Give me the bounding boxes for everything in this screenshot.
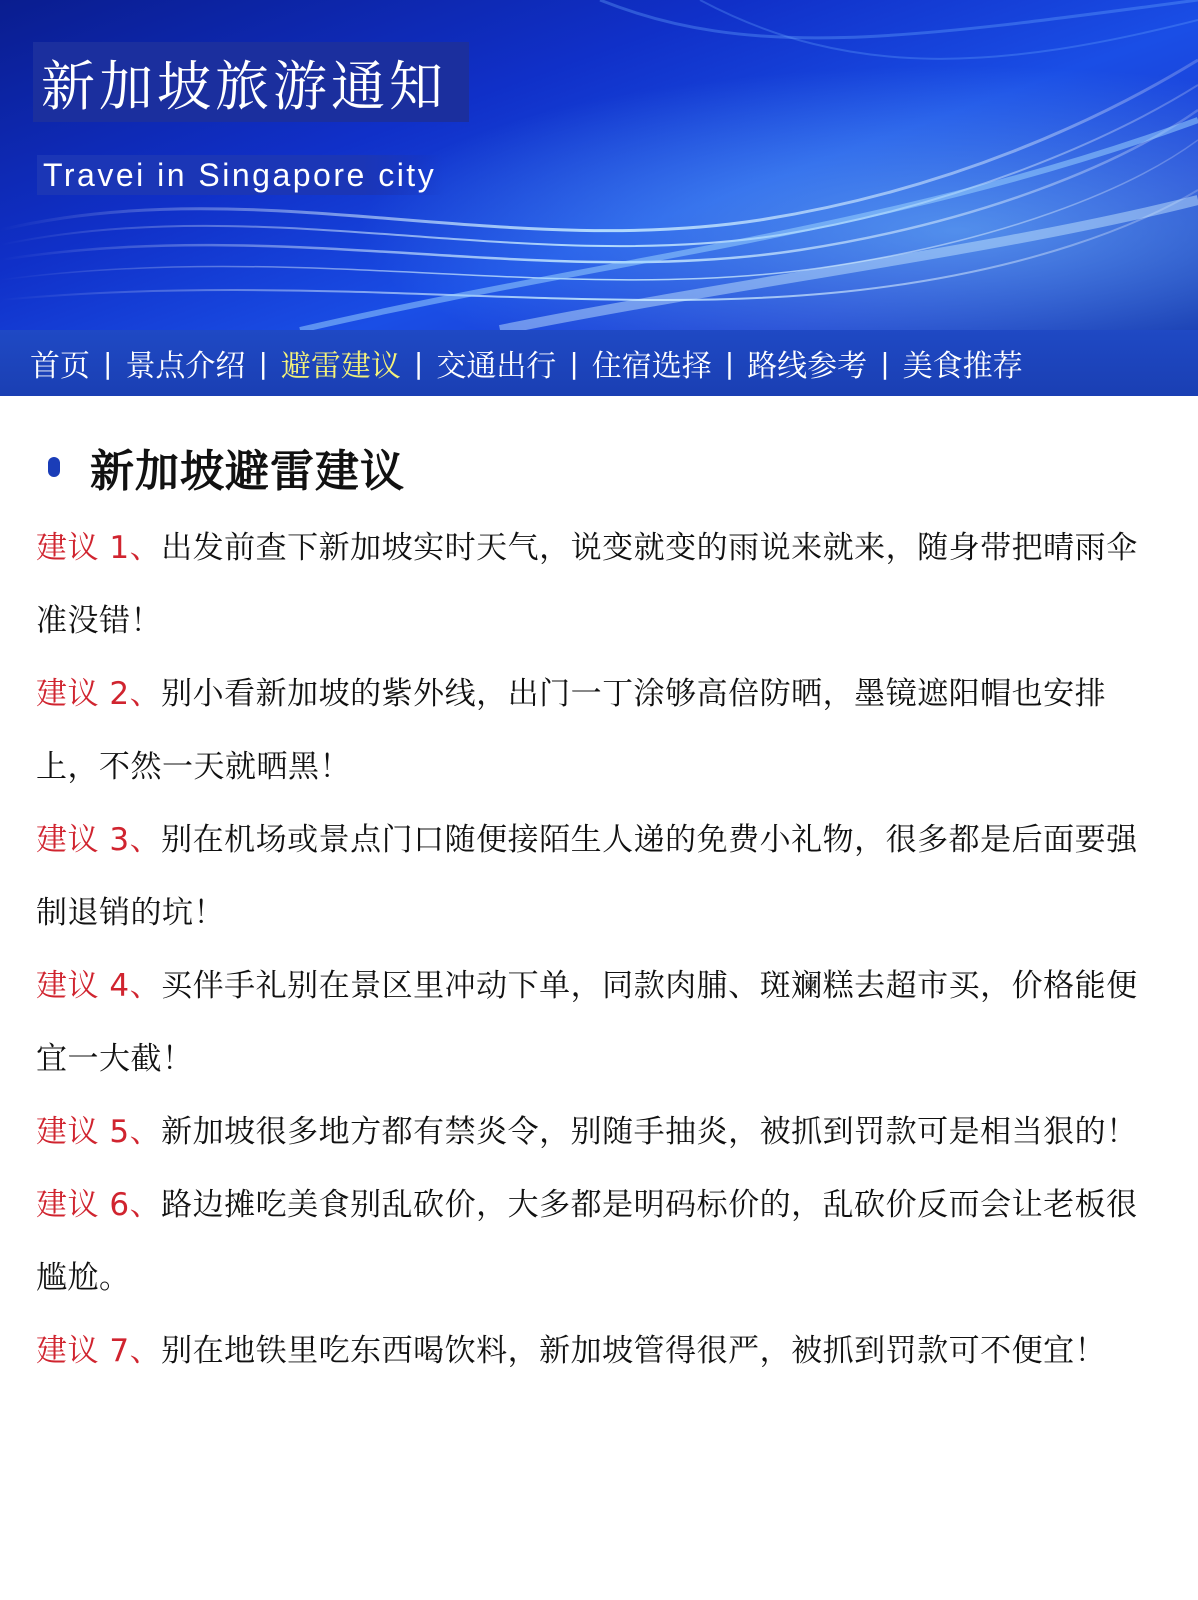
list-item (36, 804, 1166, 950)
tip-text: 别在机场或景点门口随便接陌生人递的免费小礼物，很多都是后面要强制退销的坑！ (36, 822, 1138, 931)
tips-list (36, 512, 1166, 1388)
list-item (36, 658, 1166, 804)
nav-item-food[interactable]: 美食推荐 (902, 349, 1023, 384)
nav-item-home[interactable]: 首页 (30, 349, 90, 384)
list-item (36, 1096, 1166, 1169)
nav-item-attractions[interactable]: 景点介绍 (125, 349, 246, 384)
nav-item-routes[interactable]: 路线参考 (747, 349, 868, 384)
subtitle-box (37, 155, 444, 195)
page-subtitle: Travei in Singapore city (43, 156, 437, 193)
list-item (36, 1169, 1166, 1315)
tip-text: 新加坡很多地方都有禁炎令，别随手抽炎，被抓到罚款可是相当狠的！ (161, 1114, 1138, 1150)
tip-label: 建议 3、 (36, 822, 162, 858)
tip-text: 出发前查下新加坡实时天气，说变就变的雨说来就来，随身带把晴雨伞准没错！ (36, 530, 1138, 639)
tip-label: 建议 7、 (36, 1333, 162, 1369)
title-box (33, 42, 469, 122)
tip-label: 建议 5、 (36, 1114, 162, 1150)
section-title: 新加坡避雷建议 (90, 446, 405, 497)
nav-separator: | (103, 346, 113, 380)
tip-label: 建议 2、 (36, 676, 162, 712)
bullet-icon (48, 457, 60, 477)
tip-text: 别在地铁里吃东西喝饮料，新加坡管得很严，被抓到罚款可不便宜！ (161, 1333, 1107, 1369)
list-item (36, 512, 1166, 658)
nav-item-tips[interactable]: 避雷建议 (280, 349, 401, 384)
tip-label: 建议 6、 (36, 1187, 162, 1223)
tip-text: 买伴手礼别在景区里冲动下单，同款肉脯、斑斓糕去超市买，价格能便宜一大截！ (36, 968, 1138, 1077)
header-banner (0, 0, 1198, 330)
list-item (36, 1315, 1166, 1388)
nav-bar (0, 330, 1198, 396)
nav-item-transport[interactable]: 交通出行 (436, 349, 557, 384)
tip-label: 建议 1、 (36, 530, 162, 566)
section-heading (48, 436, 405, 498)
nav-item-accommodation[interactable]: 住宿选择 (591, 349, 712, 384)
nav-separator: | (724, 346, 735, 380)
nav-separator: | (258, 346, 268, 380)
list-item (36, 950, 1166, 1096)
tip-label: 建议 4、 (36, 968, 162, 1004)
nav-separator: | (413, 346, 424, 380)
nav-separator: | (880, 346, 890, 380)
nav-separator: | (569, 346, 579, 380)
page-title: 新加坡旅游通知 (41, 54, 447, 118)
tip-text: 别小看新加坡的紫外线，出门一丁涂够高倍防晒，墨镜遮阳帽也安排上，不然一天就晒黑！ (36, 676, 1107, 785)
tip-text: 路边摊吃美食别乱砍价，大多都是明码标价的，乱砍价反而会让老板很尴尬。 (36, 1187, 1138, 1296)
